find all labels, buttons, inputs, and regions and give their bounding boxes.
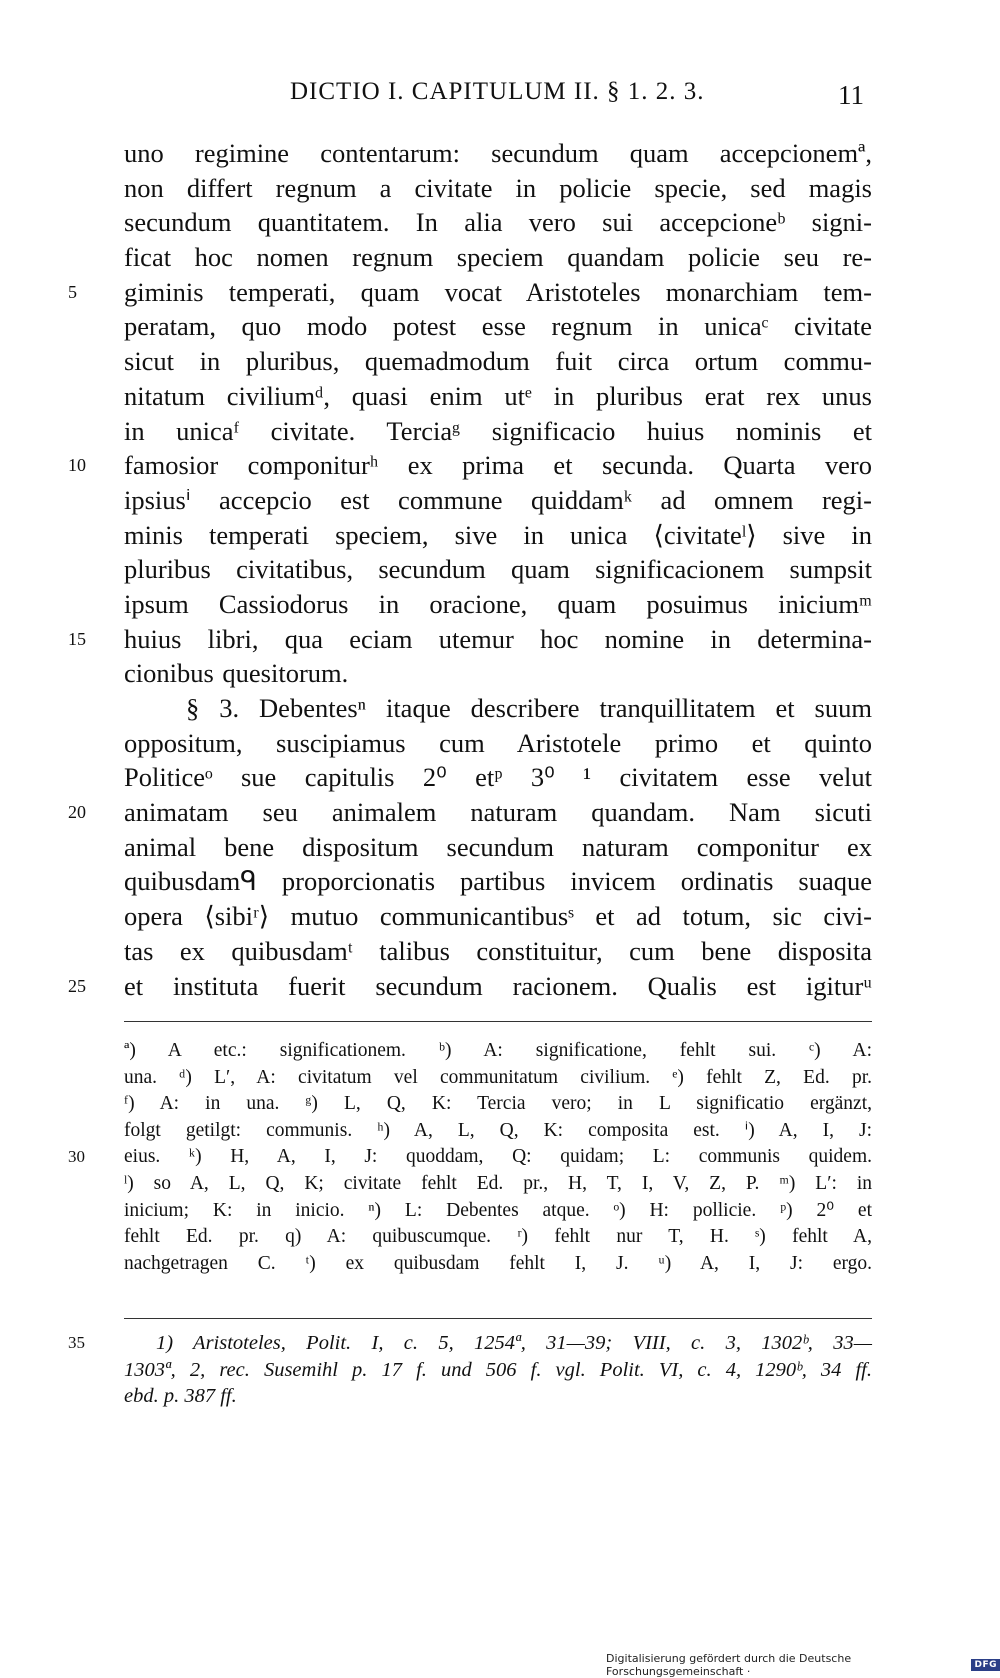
text-line (124, 899, 872, 934)
text-line-text: uno regimine contentarum: secundum quam accepcionemª, (124, 138, 872, 168)
text-line-text: et instituta fuerit secundum racionem. Qualis est igiturᵘ (124, 970, 872, 1001)
text-line-text: peratam, quo modo potest esse regnum in unicaᶜ civitate (124, 311, 872, 342)
text-line-text: famosior componiturʰ ex prima et secunda. Quarta vero (124, 450, 872, 481)
text-line-text: minis temperati speciem, sive in unica ⟨civitateˡ⟩ sive in (124, 519, 872, 550)
text-line (124, 552, 872, 587)
source-line-text: ebd. p. 387 ff. (124, 1385, 237, 1408)
text-line (124, 205, 872, 240)
text-line-text: opera ⟨sibiʳ⟩ mutuo communicantibusˢ et ad totum, sic civi- (124, 901, 872, 932)
text-line (68, 969, 872, 1004)
text-line-text: nitatum civiliumᵈ, quasi enim utᵉ in pluribus erat rex unus (124, 380, 872, 411)
apparatus-line-text: fehlt Ed. pr. q) A: quibuscumque. ʳ) fehlt nur T, H. ˢ) fehlt A, (124, 1226, 872, 1248)
text-line-text: sicut in pluribus, quemadmodum fuit circa ortum commu- (124, 346, 872, 377)
source-line-text: 1303ª, 2, rec. Susemihl p. 17 f. und 506 f. vgl. Polit. VI, c. 4, 1290ᵇ, 34 ff. (124, 1358, 872, 1381)
apparatus-line (124, 1224, 872, 1251)
text-line-text: ipsum Cassiodorus in oracione, quam posuimus iniciumᵐ (124, 588, 872, 619)
apparatus-line (124, 1091, 872, 1118)
text-line-text: § 3. Debentesⁿ itaque describere tranquillitatem et suum (186, 693, 872, 723)
line-number: 20 (68, 802, 86, 823)
apparatus-line-text: una. ᵈ) L′, A: civitatum vel communitatum civilium. ᵉ) fehlt Z, Ed. pr. (124, 1066, 872, 1088)
text-line (124, 171, 872, 206)
apparatus-line (124, 1171, 872, 1198)
main-text-block (68, 136, 872, 1003)
running-head: DICTIO I. CAPITULUM II. § 1. 2. 3. (290, 78, 705, 105)
text-line-text: huius libri, qua eciam utemur hoc nomine in determina- (124, 623, 872, 654)
text-line (124, 864, 872, 899)
line-number: 35 (68, 1333, 85, 1352)
text-line-text: oppositum, suscipiamus cum Aristotele primo et quinto (124, 727, 872, 758)
apparatus-line (124, 1118, 872, 1145)
text-line-text: animatam seu animalem naturam quandam. Nam sicuti (124, 797, 872, 828)
text-line (124, 726, 872, 761)
text-line (68, 448, 872, 483)
apparatus-line-text: nachgetragen C. ᵗ) ex quibusdam fehlt I, J. ᵘ) A, I, J: ergo. (124, 1252, 872, 1274)
text-line (124, 656, 872, 691)
line-number: 5 (68, 281, 77, 302)
apparatus-line (124, 1198, 872, 1225)
text-line (124, 691, 872, 726)
text-line-text: cionibus quesitorum. (124, 658, 349, 689)
apparatus-line-text: inicium; K: in inicio. ⁿ) L: Debentes atque. ᵒ) H: pollicie. ᵖ) 2⁰ et (124, 1199, 872, 1221)
text-line-text: ficat hoc nomen regnum speciem quandam policie seu re- (124, 242, 872, 273)
text-line (124, 518, 872, 553)
text-line-text: ipsiusⁱ accepcio est commune quiddamᵏ ad omnem regi- (124, 484, 872, 515)
text-line-text: quibusdamᑫ proporcionatis partibus invicem ordinatis suaque (124, 866, 872, 897)
text-line (124, 240, 872, 275)
digitization-credit (606, 1652, 1000, 1678)
text-line (124, 344, 872, 379)
text-line (124, 934, 872, 969)
text-line-text: Politiceᵒ sue capitulis 2⁰ etᵖ 3⁰ ¹ civitatem esse velut (124, 762, 872, 793)
line-number: 15 (68, 628, 86, 649)
text-line (124, 760, 872, 795)
text-line (68, 622, 872, 657)
text-line (124, 414, 872, 449)
source-notes-divider (124, 1318, 872, 1319)
text-line-text: giminis temperati, quam vocat Aristoteles monarchiam tem- (124, 276, 872, 307)
page-number: 11 (838, 80, 864, 110)
text-line (68, 795, 872, 830)
source-line (124, 1383, 872, 1410)
apparatus-line (124, 1038, 872, 1065)
text-line (124, 483, 872, 518)
text-line (124, 830, 872, 865)
text-line-text: tas ex quibusdamᵗ talibus constituitur, cum bene disposita (124, 935, 872, 966)
apparatus-line (124, 1065, 872, 1092)
source-line-text: 1) Aristoteles, Polit. I, c. 5, 1254ª, 31—39; VIII, c. 3, 1302ᵇ, 33— (156, 1332, 872, 1354)
text-line (124, 587, 872, 622)
dfg-logo: DFG (971, 1659, 1000, 1671)
apparatus-line-text: ª) A etc.: significationem. ᵇ) A: significatione, fehlt sui. ᶜ) A: (124, 1040, 872, 1061)
footnote-divider (124, 1021, 872, 1022)
text-line-text: secundum quantitatem. In alia vero sui accepcioneᵇ signi- (124, 207, 872, 238)
text-line (124, 379, 872, 414)
text-line-text: pluribus civitatibus, secundum quam significacionem sumpsit (124, 554, 872, 585)
source-line (68, 1330, 872, 1357)
text-line (124, 309, 872, 344)
line-number: 25 (68, 975, 86, 996)
text-line-text: in unicaᶠ civitate. Terciaᵍ significacio huius nominis et (124, 415, 872, 446)
text-line-text: non differt regnum a civitate in policie specie, sed magis (124, 172, 872, 203)
text-line (124, 136, 872, 171)
text-line (68, 275, 872, 310)
source-line (124, 1357, 872, 1384)
apparatus-line (68, 1144, 872, 1171)
apparatus-line-text: ˡ) so A, L, Q, K; civitate fehlt Ed. pr., H, T, I, V, Z, P. ᵐ) L′: in (124, 1172, 872, 1194)
credit-text: Digitalisierung gefördert durch die Deutsche Forschungsgemeinschaft · (606, 1652, 852, 1678)
apparatus-line-text: folgt getilgt: communis. ʰ) A, L, Q, K: composita est. ⁱ) A, I, J: (124, 1119, 872, 1141)
line-number: 30 (68, 1147, 85, 1167)
apparatus-line (124, 1251, 872, 1278)
critical-apparatus (68, 1038, 872, 1277)
source-notes (68, 1330, 872, 1410)
text-line-text: animal bene dispositum secundum naturam componitur ex (124, 831, 872, 862)
apparatus-line-text: eius. ᵏ) H, A, I, J: quoddam, Q: quidam; L: communis quidem. (124, 1146, 872, 1168)
apparatus-line-text: ᶠ) A: in una. ᵍ) L, Q, K: Tercia vero; in L significatio ergänzt, (124, 1093, 872, 1115)
line-number: 10 (68, 455, 86, 476)
